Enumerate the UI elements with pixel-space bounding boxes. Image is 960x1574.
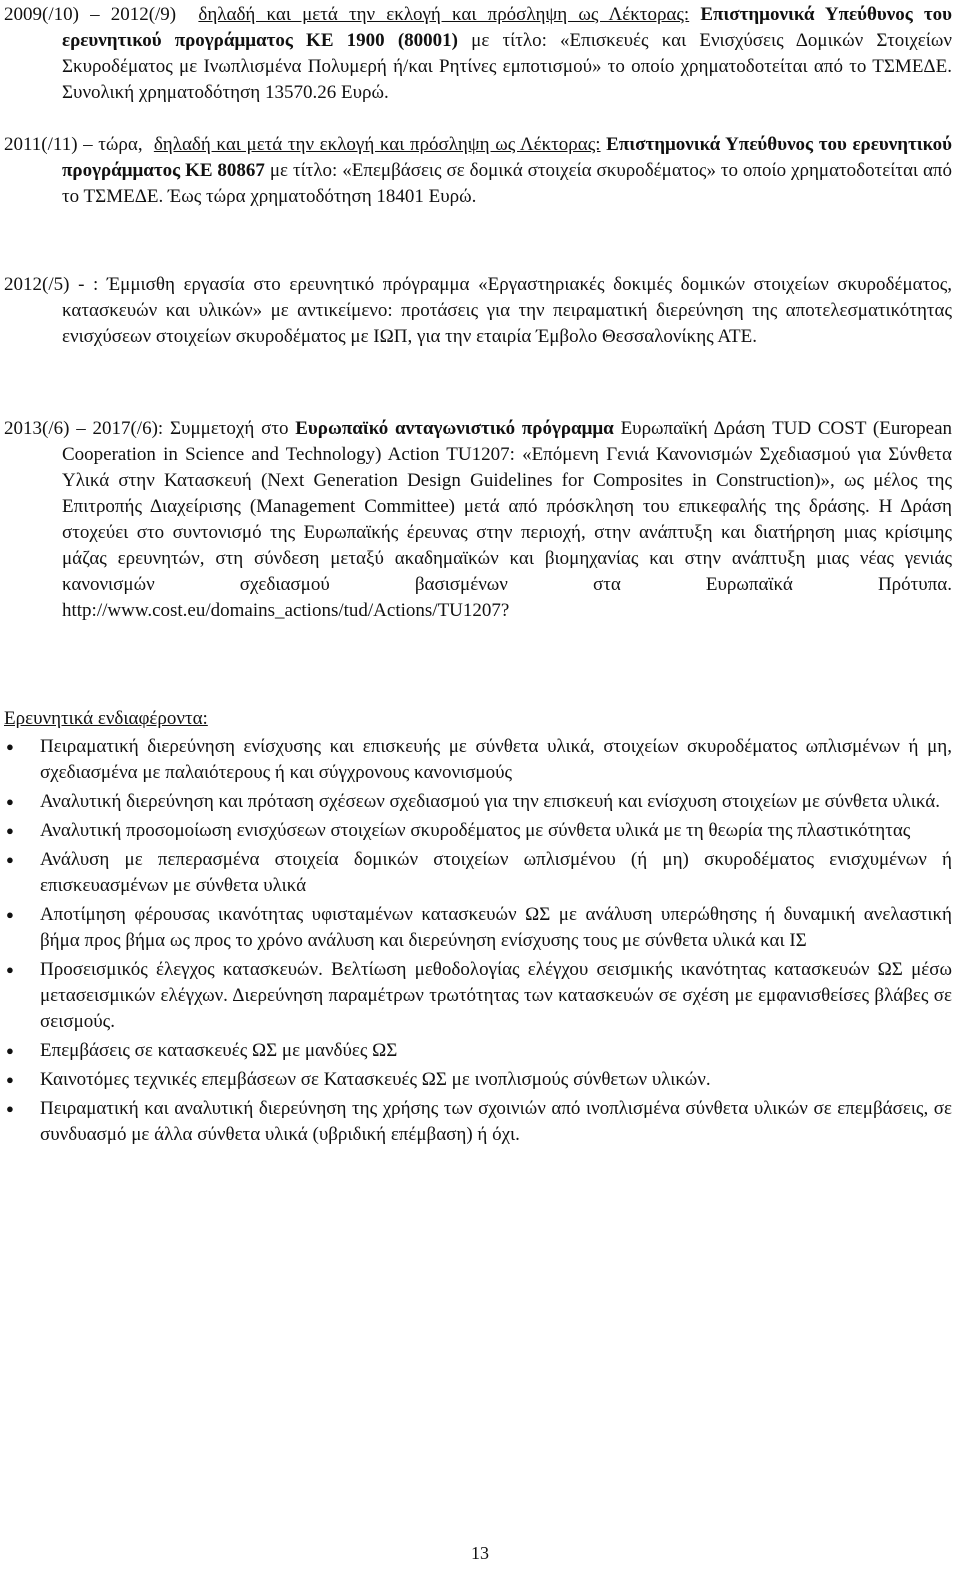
entry-date: 2011(/11) – τώρα, [4,134,143,155]
entry-role: δηλαδή και μετά την εκλογή και πρόσληψη ως Λέκτορας: [153,134,601,155]
entry-2009 [4,2,953,106]
entry-pre: Συμμετοχή στο [169,418,289,439]
list-item: ● Πειραματική και αναλυτική διερεύνηση της χρήσης των σχοινιών από ινοπλισμένα σύνθετα υλικών σε επεμβάσεις, σε συνδυασμό με άλλα σύνθετα υλικά (υβριδική επέμβαση) ή όχι. [0,1096,952,1148]
list-item: ● Προσεισμικός έλεγχος κατασκευών. Βελτίωση μεθοδολογίας ελέγχου σεισμικής ικανότητας κατασκευών ΩΣ μέσω μετασεισμικών ελέγχων. Διερεύνηση παραμέτρων τρωτότητας των κατασκευών σε σχέση με εμφανισθείσες βλάβες σε σεισμούς. [0,957,952,1035]
entry-text: Έμμισθη εργασία στο ερευνητικό πρόγραμμα «Εργαστηριακές δοκιμές δομικών στοιχείων σκυροδέματος, κατασκευών και υλικών» με αντικείμενο: προτάσεις για την πειραματική διερεύνηση της αποτελεσματικότητας ενισχύσεων στοιχείων σκυροδέματος με ΙΩΠ, για την εταιρία Έμβολο Θεσσαλονίκης ΑΤΕ. [62,274,952,347]
research-interests-list [0,734,952,1151]
entry-date: 2012(/5) - : [4,274,99,295]
list-item: ● Αναλυτική προσομοίωση ενισχύσεων στοιχείων σκυροδέματος με σύνθετα υλικά με τη θεωρία της πλαστικότητας [0,818,952,844]
entry-text: Ευρωπαϊκή Δράση TUD COST (European Cooperation in Science and Technology) Action TU1207: «Επόμενη Γενιά Κανονισμών Σχεδιασμού για Σύνθετα Υλικά στην Κατασκευή (Next Generation Design Guidelines for Composites in Construction)», ως μέλος της Επιτροπής Διαχείρισης (Management Committee) μετά από πρόσκληση του επικεφαλής της δράσης. Η Δράση στοχεύει στο συντονισμό της Ευρωπαϊκής έρευνας στην περιοχή, στην ανάπτυξη και διατήρηση μιας κρίσιμης μάζας ερευνητών, στη σύνδεση μεταξύ ακαδημαϊκών και βιομηχανίας και στην ανάπτυξη μιας νέας γενιάς κανονισμών σχεδιασμού βασισμένων στα Ευρωπαϊκά Πρότυπα. http://www.cost.eu/domains_actions/tud/Actions/TU1207? [62,418,953,621]
entry-2013 [4,416,953,624]
entry-2012 [4,272,952,350]
list-item: ● Πειραματική διερεύνηση ενίσχυσης και επισκευής με σύνθετα υλικά, στοιχείων σκυροδέματος ωπλισμένων ή μη, σχεδιασμένα με παλαιότερους ή και σύγχρονους κανονισμούς [0,734,952,786]
research-interests-heading: Ερευνητικά ενδιαφέροντα: [4,708,208,729]
entry-text: με τίτλο: «Επισκευές και Ενισχύσεις Δομικών Στοιχείων Σκυροδέματος με Ινωπλισμένα Πολυμερή ή/και Ρητίνες εμποτισμού» το οποίο χρηματοδοτείται από το ΤΣΜΕΔΕ. Συνολική χρηματοδότηση 13570.26 Ευρώ. [62,30,952,103]
list-item: ● Επεμβάσεις σε κατασκευές ΩΣ με μανδύες ΩΣ [0,1038,952,1064]
entry-date: 2013(/6) – 2017(/6): [4,418,164,439]
entry-role: δηλαδή και μετά την εκλογή και πρόσληψη ως Λέκτορας: [198,4,690,25]
list-item: ● Καινοτόμες τεχνικές επεμβάσεων σε Κατασκευές ΩΣ με ινοπλισμούς σύνθετων υλικών. [0,1067,952,1093]
list-item: ● Αναλυτική διερεύνηση και πρόταση σχέσεων σχεδιασμού για την επισκευή και ενίσχυση στοιχείων με σύνθετα υλικά. [0,789,952,815]
list-item: ● Αποτίμηση φέρουσας ικανότητας υφισταμένων κατασκευών ΩΣ με ανάλυση υπερώθησης ή δυναμική ανελαστική βήμα προς βήμα ως προς το χρόνο ανάλυση και διερεύνηση ενίσχυσης τους με σύνθετα υλικά και ΙΣ [0,902,952,954]
entry-position: Ευρωπαϊκό ανταγωνιστικό πρόγραμμα [295,418,614,439]
entry-position: Επιστημονικά Υπεύθυνος του ερευνητικού προγράμματος ΚΕ 80867 [62,134,952,181]
entry-text: με τίτλο: «Επεμβάσεις σε δομικά στοιχεία σκυροδέματος» το οποίο χρηματοδοτείται από το ΤΣΜΕΔΕ. Έως τώρα χρηματοδότηση 18401 Ευρώ. [62,160,953,207]
entry-2011 [4,132,953,210]
list-item: ● Ανάλυση με πεπερασμένα στοιχεία δομικών στοιχείων ωπλισμένου (ή μη) σκυροδέματος ενισχυμένων ή επισκευασμένων με σύνθετα υλικά [0,847,952,899]
entry-date: 2009(/10) – 2012(/9) [4,4,177,25]
page-number: 13 [471,1543,489,1563]
entry-position: Επιστημονικά Υπεύθυνος του ερευνητικού προγράμματος ΚΕ 1900 (80001) [62,4,953,51]
